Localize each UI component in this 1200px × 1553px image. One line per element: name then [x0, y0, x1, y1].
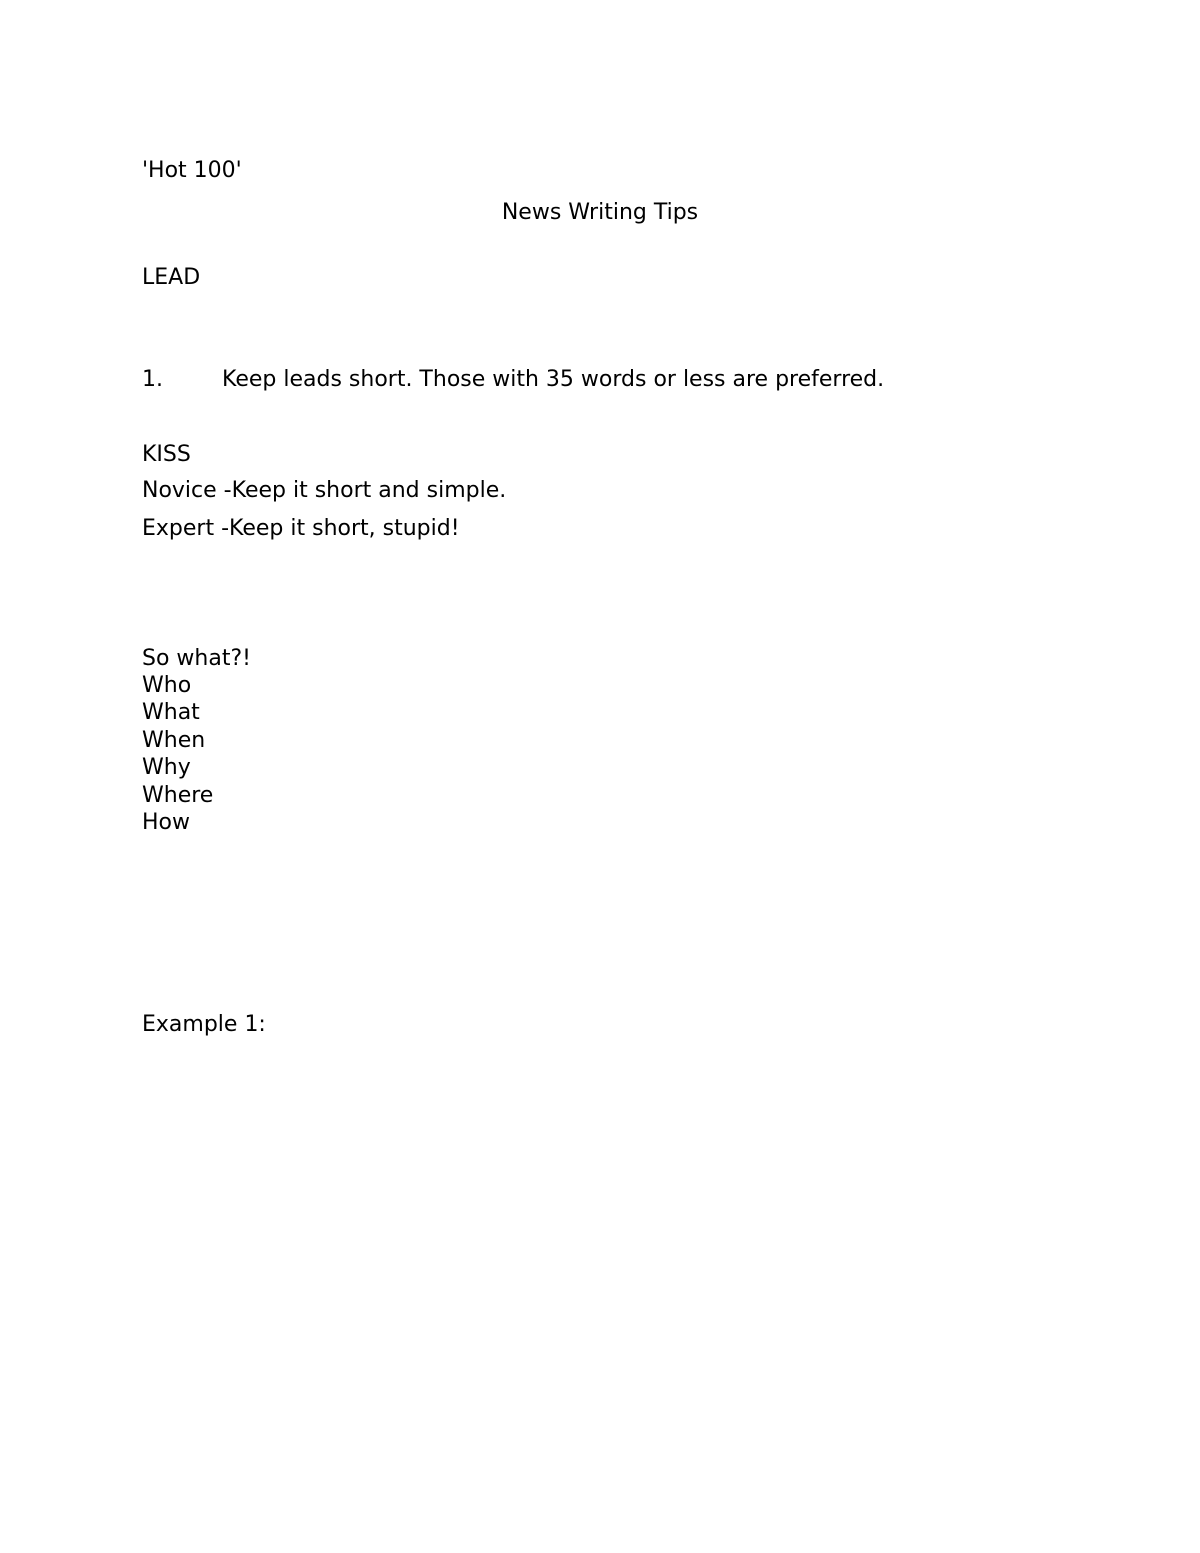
example-label: Example 1:	[142, 1012, 266, 1037]
kiss-novice: Novice -Keep it short and simple.	[142, 478, 507, 503]
list-item-number: 1.	[142, 367, 163, 392]
question-item: What	[142, 700, 200, 725]
list-item-text: Keep leads short. Those with 35 words or less are preferred.	[222, 367, 885, 392]
question-item: So what?!	[142, 646, 251, 671]
question-item: Who	[142, 673, 192, 698]
question-item: How	[142, 810, 190, 835]
document-title: News Writing Tips	[501, 200, 699, 225]
question-item: Where	[142, 783, 214, 808]
kiss-expert: Expert -Keep it short, stupid!	[142, 516, 460, 541]
question-item: Why	[142, 755, 191, 780]
kiss-label: KISS	[142, 442, 191, 467]
header-note: 'Hot 100'	[142, 158, 242, 183]
section-heading-lead: LEAD	[142, 265, 201, 290]
question-item: When	[142, 728, 206, 753]
